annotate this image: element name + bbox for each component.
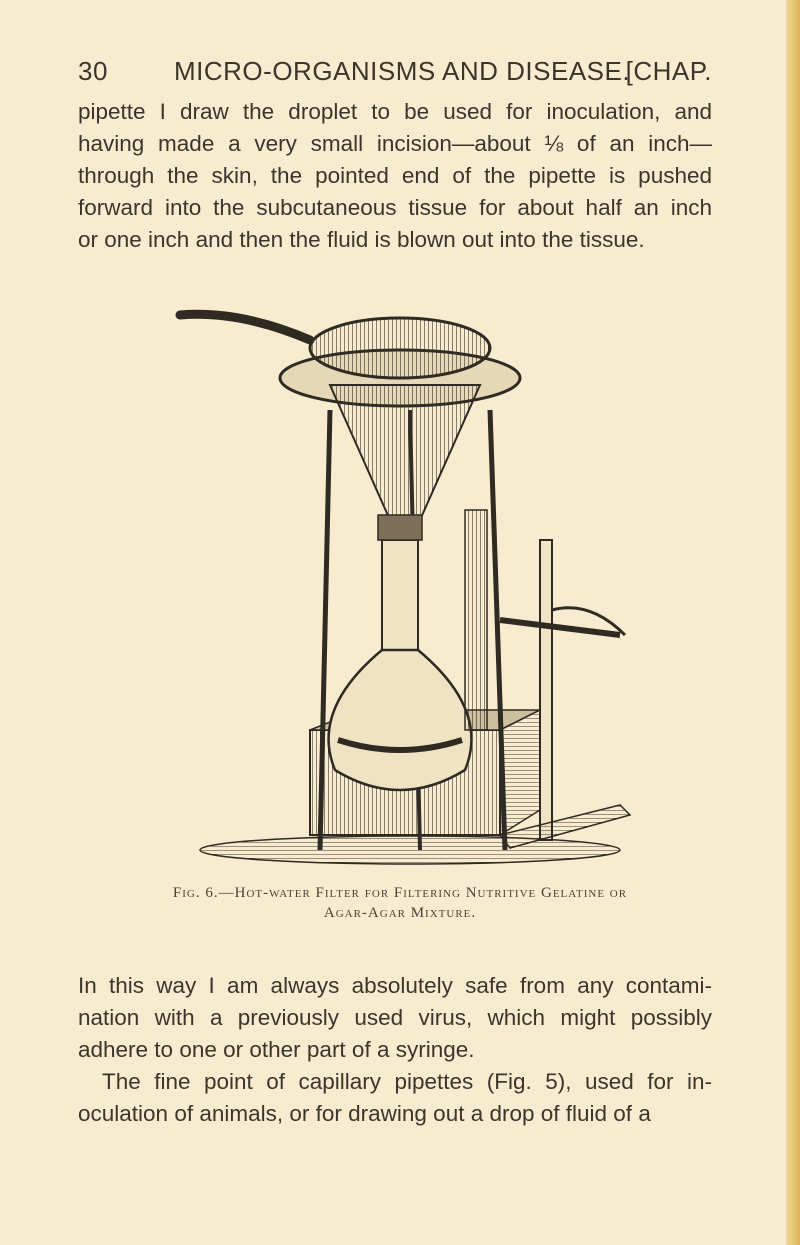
running-header bbox=[78, 56, 712, 90]
apparatus-engraving bbox=[160, 290, 640, 880]
filter-apparatus-illustration bbox=[160, 290, 640, 880]
text-line: In this way I am always absolutely safe from any contami- bbox=[78, 973, 712, 998]
text-line: nation with a previously used virus, which might possibly bbox=[78, 1005, 712, 1030]
running-title: MICRO-ORGANISMS AND DISEASE. bbox=[174, 56, 631, 86]
chapter-marker: [CHAP. bbox=[625, 56, 712, 86]
figure-caption-line1: Fig. 6.—Hot-water Filter for Filtering Nutritive Gelatine or bbox=[172, 885, 628, 901]
page-number: 30 bbox=[78, 56, 108, 86]
text-line: through the skin, the pointed end of the pipette is pushed bbox=[78, 163, 712, 188]
text-line: adhere to one or other part of a syringe. bbox=[78, 1037, 475, 1062]
text-line: oculation of animals, or for drawing out a drop of fluid of a bbox=[78, 1101, 651, 1126]
text-line: The fine point of capillary pipettes (Fig. 5), used for in- bbox=[102, 1069, 712, 1094]
text-line: forward into the subcutaneous tissue for about half an inch bbox=[78, 195, 712, 220]
text-line: pipette I draw the droplet to be used for inoculation, and bbox=[78, 99, 712, 124]
figure-caption-line2: Agar-Agar Mixture. bbox=[323, 905, 477, 921]
paragraph-top bbox=[78, 96, 712, 256]
page-edge bbox=[786, 0, 800, 1245]
text-line: having made a very small incision—about ⅛ of an inch— bbox=[78, 131, 712, 156]
text-line: or one inch and then the fluid is blown out into the tissue. bbox=[78, 227, 645, 252]
paragraph-bottom bbox=[78, 970, 712, 1130]
